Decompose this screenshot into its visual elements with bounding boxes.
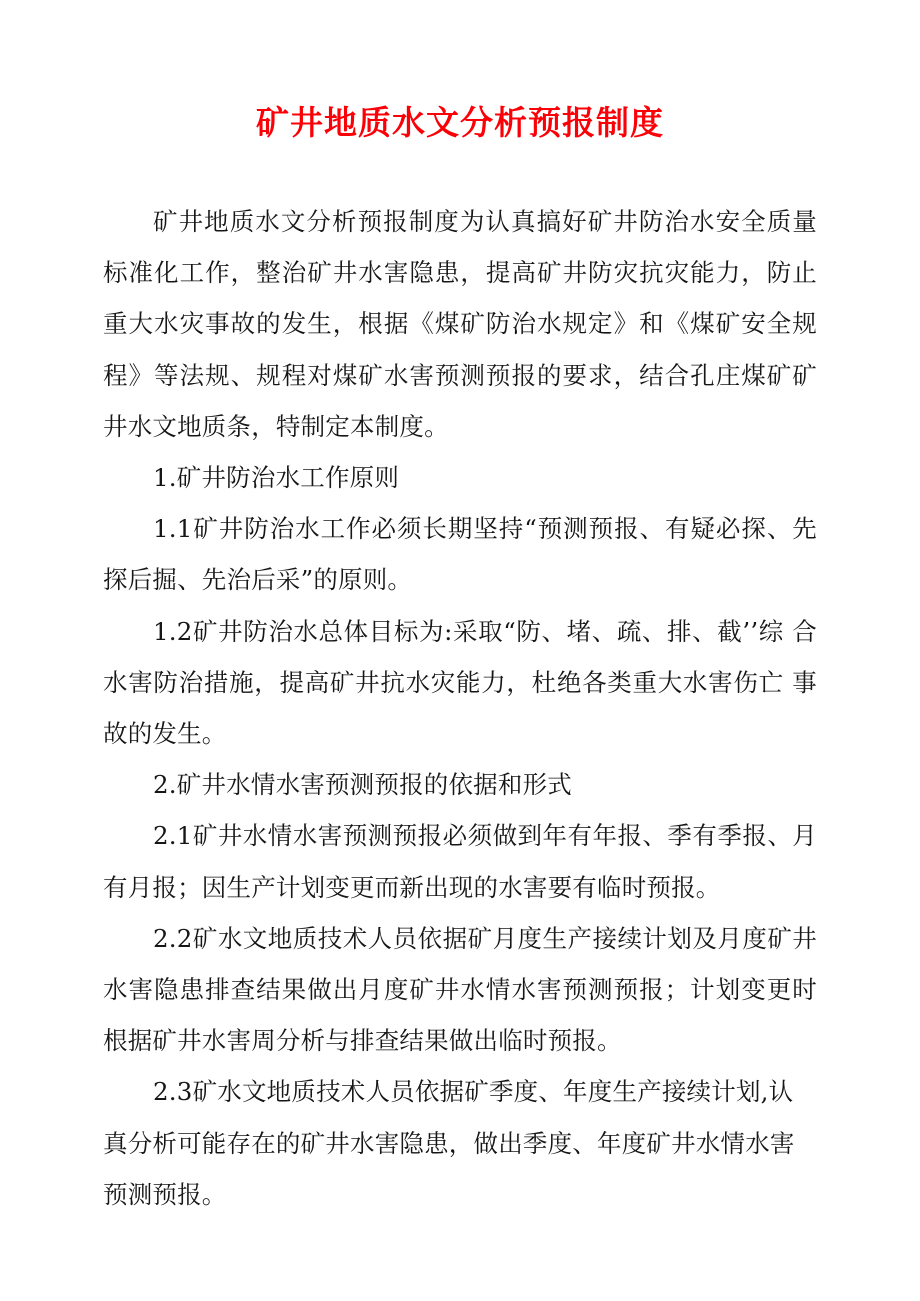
document-body (103, 196, 817, 1220)
paragraph-section-1-2: 1.2矿井防治水总体目标为:采取“防、堵、疏、排、截’’综 合水害防治措施，提高矿井抗水灾能力，杜绝各类重大水害伤亡 事故的发生。 (103, 616, 817, 749)
paragraph-section-2-3: 2.3矿水文地质技术人员依据矿季度、年度生产接续计划,认 真分析可能存在的矿井水害隐患，做出季度、年度矿井水情水害 预测预报。 (103, 1077, 795, 1209)
heading-section-2: 2.矿井水情水害预测预报的依据和形式 (153, 770, 572, 800)
paragraph-section-1-1: 1.1矿井防治水工作必须长期坚持“预测预报、有疑必探、先探后掘、先治后采”的原则。 (103, 514, 817, 595)
paragraph-intro: 矿井地质水文分析预报制度为认真搞好矿井防治水安全质量 标准化工作，整治矿井水害隐患，提高矿井防灾抗灾能力，防止 重大水灾事故的发生，根据《煤矿防治水规定》和《煤矿安全规 程》等法规、规程对煤矿水害预测预报的要求，结合孔庄煤矿矿 井水文地质条，特制定本制度。 (103, 207, 817, 441)
paragraph-section-2-2: 2.2矿水文地质技术人员依据矿月度生产接续计划及月度矿井水害隐患排查结果做出月度矿井水情水害预测预报；计划变更时 根据矿井水害周分析与排查结果做出临时预报。 (103, 923, 817, 1056)
heading-section-1: 1.矿井防治水工作原则 (153, 463, 400, 493)
page-title: 矿井地质水文分析预报制度 (256, 103, 664, 143)
paragraph-section-2-1: 2.1矿井水情水害预测预报必须做到年有年报、季有季报、月 有月报；因生产计划变更而新出现的水害要有临时预报。 (103, 821, 817, 902)
